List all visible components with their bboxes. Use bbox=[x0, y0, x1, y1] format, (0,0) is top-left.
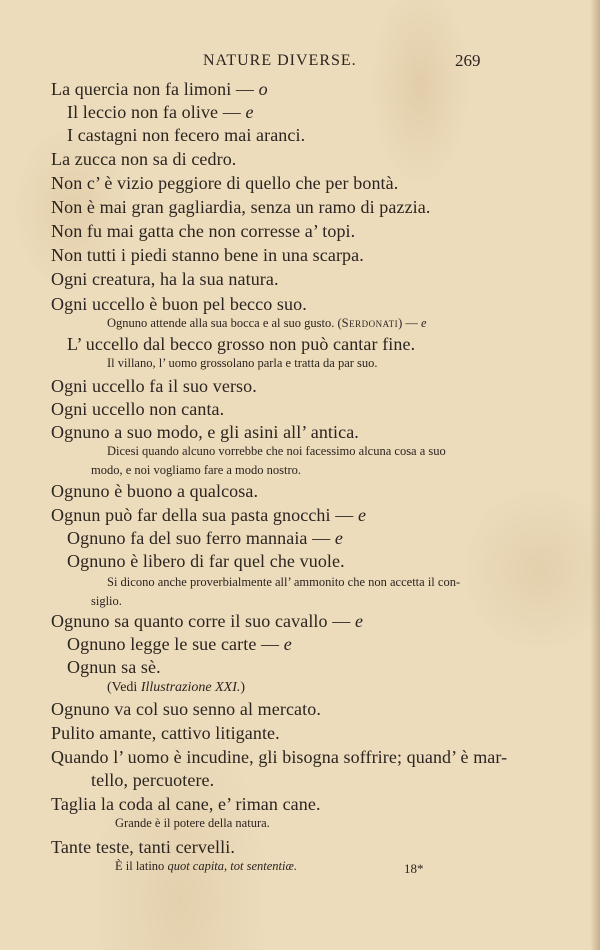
text-line: Non tutti i piedi stanno bene in una scarpa. bbox=[51, 245, 364, 265]
gloss-line: Grande è il potere della natura. bbox=[115, 816, 270, 830]
text-line: I castagni non fecero mai aranci. bbox=[67, 125, 306, 145]
text-line: Ognuno a suo modo, e gli asini all’ antica. bbox=[51, 422, 359, 442]
text-line: Non è mai gran gagliardia, senza un ramo di pazzia. bbox=[51, 197, 431, 217]
text-line: Ogni creatura, ha la sua natura. bbox=[51, 269, 279, 289]
text-line: Ogni uccello è buon pel becco suo. bbox=[51, 294, 307, 314]
text-line: Ognuno sa quanto corre il suo cavallo — e bbox=[51, 611, 364, 631]
page-number: 269 bbox=[455, 51, 481, 70]
text-line: tello, percuotere. bbox=[91, 770, 215, 790]
text-line: Ognun sa sè. bbox=[67, 657, 161, 677]
text-line: Taglia la coda al cane, e’ riman cane. bbox=[51, 794, 321, 814]
text-line: Pulito amante, cattivo litigante. bbox=[51, 723, 280, 743]
gloss-line: siglio. bbox=[91, 594, 122, 608]
gloss-line: È il latino quot capita, tot sententiæ. bbox=[115, 859, 297, 873]
text-line: Tante teste, tanti cervelli. bbox=[51, 837, 235, 857]
text-line: Ognun può far della sua pasta gnocchi — e bbox=[51, 505, 367, 525]
running-head: NATURE DIVERSE. bbox=[203, 52, 357, 69]
text-line: Il leccio non fa olive — e bbox=[67, 102, 254, 122]
gloss-line: Si dicono anche proverbialmente all’ ammonito che non accetta il con- bbox=[107, 575, 461, 589]
text-line: Ogni uccello non canta. bbox=[51, 399, 225, 419]
text-line: La zucca non sa di cedro. bbox=[51, 149, 237, 169]
text-line: Quando l’ uomo è incudine, gli bisogna soffrire; quand’ è mar- bbox=[51, 747, 508, 767]
gloss-line: Dicesi quando alcuno vorrebbe che noi facessimo alcuna cosa a suo bbox=[107, 444, 446, 458]
signature-mark: 18* bbox=[404, 861, 424, 876]
gloss-line: Il villano, l’ uomo grossolano parla e tratta da par suo. bbox=[107, 356, 378, 370]
text-line: Ognuno è libero di far quel che vuole. bbox=[67, 551, 345, 571]
text-line: Non c’ è vizio peggiore di quello che per bontà. bbox=[51, 173, 399, 193]
text-line: Ognuno va col suo senno al mercato. bbox=[51, 699, 321, 719]
text-line: La quercia non fa limoni — o bbox=[51, 79, 268, 99]
gloss-line: Ognuno attende alla sua bocca e al suo gusto. (Serdonati) — e bbox=[107, 316, 427, 330]
text-line: Ognuno è buono a qualcosa. bbox=[51, 481, 259, 501]
text-line: Ognuno legge le sue carte — e bbox=[67, 634, 292, 654]
gloss-line: modo, e noi vogliamo fare a modo nostro. bbox=[91, 463, 302, 477]
text-line: Non fu mai gatta che non corresse a’ topi. bbox=[51, 221, 356, 241]
gloss-line: (Vedi Illustrazione XXI.) bbox=[107, 680, 246, 695]
page-edge-shadow bbox=[590, 0, 600, 950]
text-line: Ogni uccello fa il suo verso. bbox=[51, 376, 257, 396]
text-line: Ognuno fa del suo ferro mannaia — e bbox=[67, 528, 343, 548]
text-line: L’ uccello dal becco grosso non può cantar fine. bbox=[67, 334, 416, 354]
